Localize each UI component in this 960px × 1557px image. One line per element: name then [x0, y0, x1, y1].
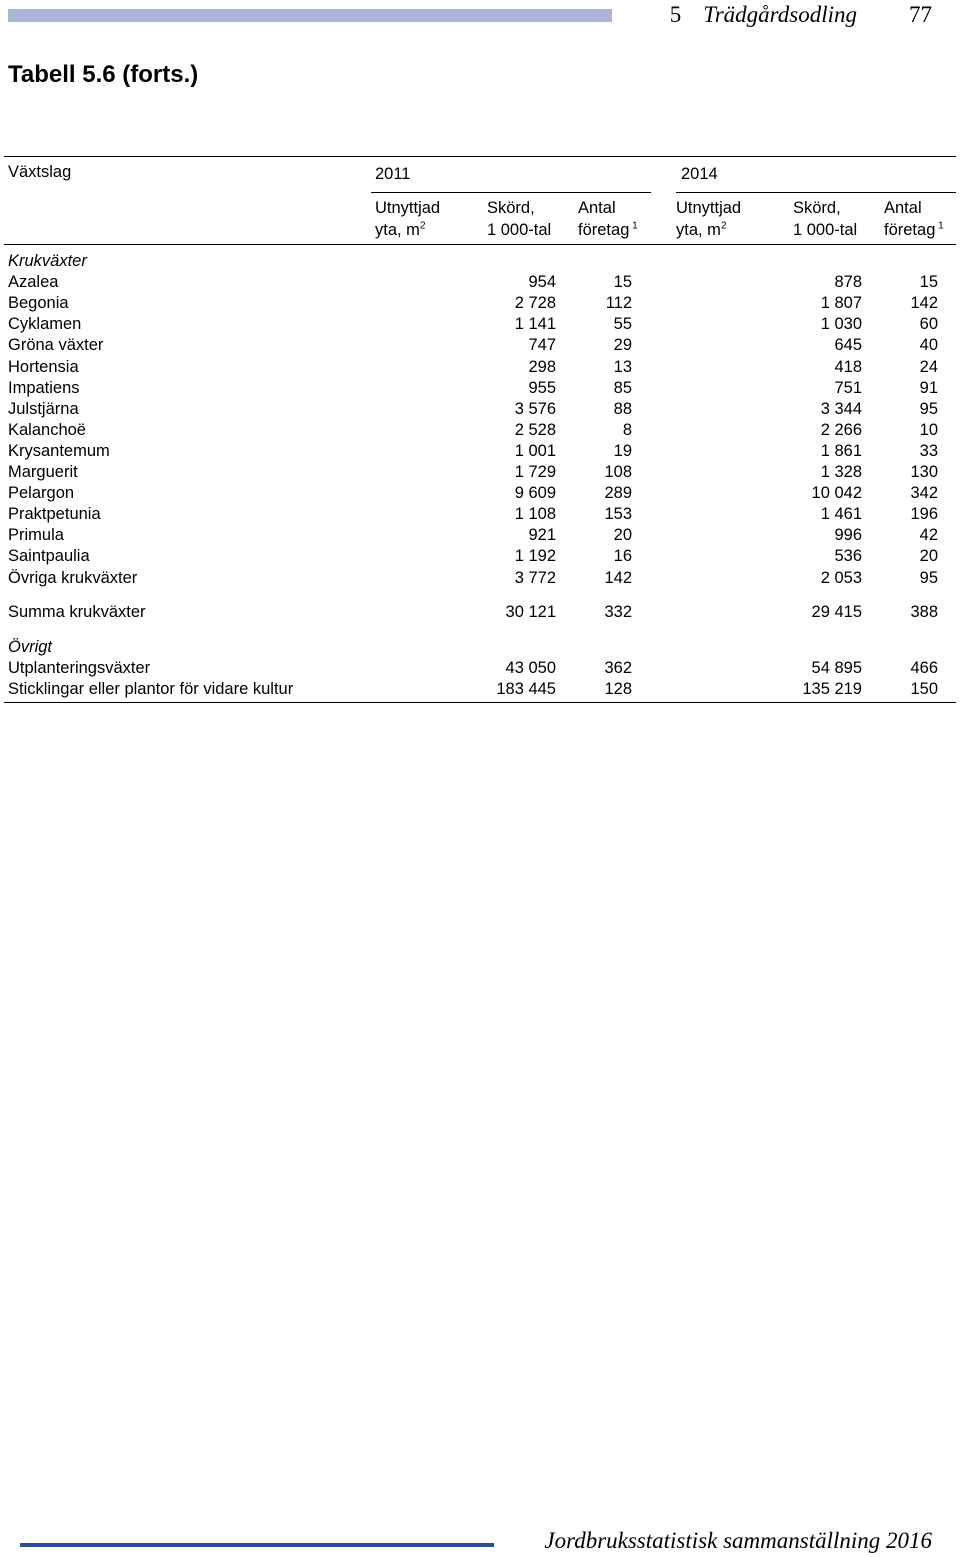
table-row-label: Kalanchoë: [8, 420, 86, 439]
table-row-label: Begonia: [8, 294, 69, 313]
table-row-value: 128: [604, 679, 632, 698]
table-row-label: Azalea: [8, 273, 59, 292]
table-row-value: 1 807: [820, 294, 862, 313]
page-number: 77: [909, 2, 932, 27]
table-row-label: Sticklingar eller plantor för vidare kultur: [8, 679, 294, 698]
table-row-value: 20: [613, 526, 632, 545]
table-row-value: 10 042: [811, 484, 862, 503]
column-header-line1: Skörd,: [793, 199, 841, 217]
table-row-value: 150: [910, 679, 938, 698]
section-heading: Krukväxter: [8, 252, 87, 270]
table-row-value: 1 328: [820, 463, 862, 481]
table-row-value: 10: [919, 420, 938, 439]
table-row-value: 8: [622, 420, 632, 439]
year-2011-rule: [371, 192, 651, 193]
table-row-value: 955: [528, 378, 556, 397]
table-row-value: 645: [834, 336, 862, 355]
table-row-value: 298: [528, 357, 556, 376]
year-2014-rule: [676, 192, 956, 193]
table-row-value: 40: [919, 336, 938, 355]
column-header-line1: Skörd,: [487, 199, 535, 217]
table-row-value: 20: [919, 547, 938, 566]
table-row-value: 536: [834, 547, 862, 566]
table-row-value: 54 895: [811, 658, 862, 677]
table-row-value: 2 728: [514, 294, 556, 313]
table-row-value: 95: [919, 568, 938, 587]
column-header-line2: yta, m: [676, 221, 721, 239]
column-header: [487, 197, 551, 241]
table-row-value: 289: [604, 484, 632, 503]
table-row-value: 183 445: [496, 679, 556, 698]
table-row-value: 1 108: [514, 505, 556, 524]
column-header-line2: företag: [578, 221, 630, 239]
table-row-value: 3 576: [514, 399, 556, 418]
running-head: [670, 0, 932, 30]
table-row-value: 418: [834, 357, 862, 376]
footnote-marker: 2: [720, 220, 727, 232]
table-row-label: Utplanteringsväxter: [8, 658, 151, 677]
chapter-title: Trädgårdsodling: [703, 2, 857, 27]
year-2011-header: 2011: [375, 165, 411, 183]
table-row-value: 42: [919, 526, 938, 545]
table-row-value: 19: [613, 441, 632, 460]
table-row-value: 196: [910, 505, 938, 524]
total-row-value: 30 121: [505, 602, 556, 621]
table-row-value: 9 609: [514, 484, 556, 503]
table-row-value: 1 001: [514, 441, 556, 460]
table-row-value: 13: [613, 357, 632, 376]
table-row-label: Gröna växter: [8, 336, 104, 355]
column-header-line2: 1 000-tal: [487, 221, 552, 239]
table-row-value: 954: [528, 273, 556, 292]
table-row-value: 1 030: [820, 315, 862, 334]
table-row-value: 33: [919, 441, 938, 460]
table-row-label: Primula: [8, 526, 64, 545]
total-row-value: 29 415: [811, 602, 862, 621]
table-row-label: Pelargon: [8, 484, 75, 503]
table-row-label: Saintpaulia: [8, 547, 90, 566]
table-row-value: 1 192: [514, 547, 556, 566]
table-row-value: 3 344: [820, 399, 862, 418]
table-row-label: Hortensia: [8, 357, 79, 376]
table-row-value: 1 729: [514, 463, 556, 481]
table-row-value: 55: [613, 315, 632, 334]
table-row-value: 3 772: [514, 568, 556, 587]
column-header: [375, 197, 440, 241]
table-row-value: 88: [613, 399, 632, 418]
total-row-value: 332: [604, 602, 632, 621]
table-row-label: Marguerit: [8, 463, 78, 481]
table-row-label: Praktpetunia: [8, 505, 101, 524]
table-row-value: 15: [613, 273, 632, 292]
table-row-label: Krysantemum: [8, 441, 110, 460]
column-header-line2: yta, m: [375, 221, 420, 239]
stub-header: Växtslag: [8, 163, 72, 181]
table-row-value: 112: [605, 294, 632, 313]
chapter-number: 5: [669, 2, 682, 27]
table-row-value: 153: [604, 505, 632, 524]
table-row-value: 996: [834, 526, 862, 545]
table-row-value: 2 528: [514, 420, 556, 439]
table-row-value: 466: [910, 658, 938, 677]
year-2014-header: 2014: [681, 165, 718, 183]
table-row-value: 24: [919, 357, 938, 376]
table-top-rule: [4, 156, 956, 157]
table-bottom-rule: [4, 702, 956, 703]
table-row-label: Övriga krukväxter: [8, 568, 138, 587]
total-row-value: 388: [910, 602, 938, 621]
table-row-value: 342: [910, 484, 938, 503]
column-header-line1: Utnyttjad: [375, 199, 441, 217]
table-row-value: 16: [613, 547, 632, 566]
table-row-value: 15: [919, 273, 938, 292]
table-row-label: Julstjärna: [8, 399, 79, 418]
table-row-value: 29: [613, 336, 632, 355]
table-row-value: 2 053: [820, 568, 862, 587]
column-header: [793, 197, 857, 241]
table-row-value: 1 461: [820, 505, 862, 524]
table-row-label: Impatiens: [8, 378, 80, 397]
footnote-marker: 1: [935, 220, 944, 232]
column-header-line1: Antal: [578, 199, 616, 217]
column-header-line2: 1 000-tal: [793, 221, 858, 239]
table-row-value: 108: [604, 463, 632, 481]
table-row-value: 43 050: [505, 658, 556, 677]
table-title: Tabell 5.6 (forts.): [8, 61, 199, 88]
table-row-value: 130: [910, 463, 938, 481]
total-row-label: Summa krukväxter: [8, 602, 146, 621]
table-row-value: 921: [528, 526, 556, 545]
footnote-marker: 2: [419, 220, 426, 232]
table-row-value: 142: [910, 294, 938, 313]
table-row-value: 91: [919, 378, 938, 397]
table-row-value: 142: [604, 568, 632, 587]
section-heading: Övrigt: [8, 637, 53, 656]
header-rule: [8, 9, 612, 22]
footer-rule: [20, 1543, 494, 1547]
table-row-value: 2 266: [820, 420, 862, 439]
footnote-marker: 1: [629, 220, 638, 232]
table-row-label: Cyklamen: [8, 315, 82, 334]
column-header-line1: Antal: [884, 199, 922, 217]
column-header: [578, 197, 638, 241]
table-row-value: 1 861: [820, 441, 862, 460]
table-row-value: 60: [919, 315, 938, 334]
table-row-value: 878: [834, 273, 862, 292]
column-header: [676, 197, 741, 241]
table-row-value: 362: [604, 658, 632, 677]
table-row-value: 1 141: [514, 315, 556, 334]
table-row-value: 85: [613, 378, 632, 397]
column-header-line1: Utnyttjad: [676, 199, 742, 217]
table-row-value: 747: [528, 336, 556, 355]
header-bottom-rule: [4, 244, 956, 245]
column-header-line2: företag: [884, 221, 936, 239]
table-row-value: 95: [919, 399, 938, 418]
footer-publication: Jordbruksstatistisk sammanställning 2016: [544, 1528, 932, 1553]
table-row-value: 751: [834, 378, 862, 397]
table-row-value: 135 219: [802, 679, 862, 698]
column-header: [884, 197, 944, 241]
